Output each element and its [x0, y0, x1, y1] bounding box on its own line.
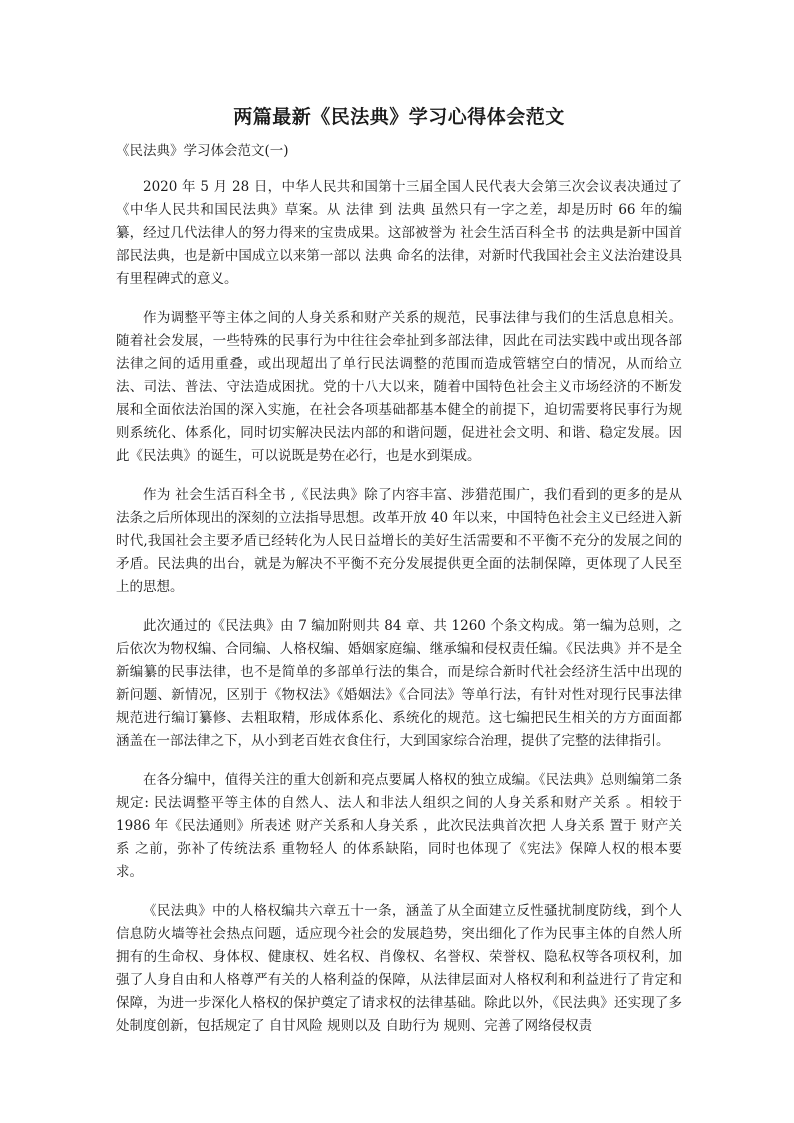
paragraph-1: 2020 年 5 月 28 日，中华人民共和国第十三届全国人民代表大会第三次会议表决通过了《中华人民共和国民法典》草案。从 法律 到 法典 虽然只有一字之差，却是历时 66 年的编纂，经过几代法律人的努力得来的宝贵成果。这部被誉为 社会生活百科全书 的法典是新中国首部民法典，也是新中国成立以来第一部以 法典 命名的法律，对新时代我国社会主义法治建设具有里程碑式的意义。 — [116, 179, 682, 287]
document-title: 两篇最新《民法典》学习心得体会范文 — [233, 106, 565, 128]
paragraph-4: 此次通过的《民法典》由 7 编加附则共 84 章、共 1260 个条文构成。第一编为总则，之后依次为物权编、合同编、人格权编、婚姻家庭编、继承编和侵权责任编。《民法典》并不是全新编纂的民事法律，也不是简单的多部单行法的集合，而是综合新时代社会经济生活中出现的新问题、新情况，区别于《物权法》《婚姻法》《合同法》等单行法，有针对性对现行民事法律规范进行编订纂修、去粗取精，形成体系化、系统化的规范。这七编把民生相关的方方面面都涵盖在一部法律之下，从小到老百姓衣食住行，大到国家综合治理，提供了完整的法律指引。 — [116, 618, 682, 749]
document-subtitle: 《民法典》学习体会范文(一) — [116, 143, 289, 159]
paragraph-2: 作为调整平等主体之间的人身关系和财产关系的规范，民事法律与我们的生活息息相关。随着社会发展，一些特殊的民事行为中往往会牵扯到多部法律，因此在司法实践中或出现各部法律之间的适用重叠，或出现超出了单行民法调整的范围而造成管辖空白的情况，从而给立法、司法、普法、守法造成困扰。党的十八大以来，随着中国特色社会主义市场经济的不断发展和全面依法治国的深入实施，在社会各项基础都基本健全的前提下，迫切需要将民事行为规则系统化、体系化，同时切实解决民法内部的和谐问题，促进社会文明、和谐、稳定发展。因此《民法典》的诞生，可以说既是势在必行，也是水到渠成。 — [116, 310, 682, 464]
paragraph-3: 作为 社会生活百科全书 ,《民法典》除了内容丰富、涉猎范围广，我们看到的更多的是从法条之后所体现出的深刻的立法指导思想。改革开放 40 年以来，中国特色社会主义已经进入新时代,我国社会主要矛盾已经转化为人民日益增长的美好生活需要和不平衡不充分的发展之间的矛盾。民法典的出台，就是为解决不平衡不充分发展提供更全面的法制保障，更体现了人民至上的思想。 — [116, 487, 682, 595]
paragraph-6: 《民法典》中的人格权编共六章五十一条，涵盖了从全面建立反性骚扰制度防线，到个人信息防火墙等社会热点问题，适应现今社会的发展趋势，突出细化了作为民事主体的自然人所拥有的生命权、身体权、健康权、姓名权、肖像权、名誉权、荣誉权、隐私权等各项权利，加强了人身自由和人格尊严有关的人格利益的保障，从法律层面对人格权利和利益进行了肯定和保障，为进一步深化人格权的保护奠定了请求权的法律基础。除此以外，《民法典》还实现了多处制度创新，包括规定了 自甘风险 规则以及 自助行为 规则、完善了网络侵权责 — [116, 903, 682, 1034]
paragraph-5: 在各分编中，值得关注的重大创新和亮点要属人格权的独立成编。《民法典》总则编第二条规定: 民法调整平等主体的自然人、法人和非法人组织之间的人身关系和财产关系 。相较于 1986 年《民法通则》所表述 财产关系和人身关系 ，此次民法典首次把 人身关系 置于 财产关系 之前，弥补了传统法系 重物轻人 的体系缺陷，同时也体现了《宪法》保障人权的根本要求。 — [116, 772, 682, 880]
